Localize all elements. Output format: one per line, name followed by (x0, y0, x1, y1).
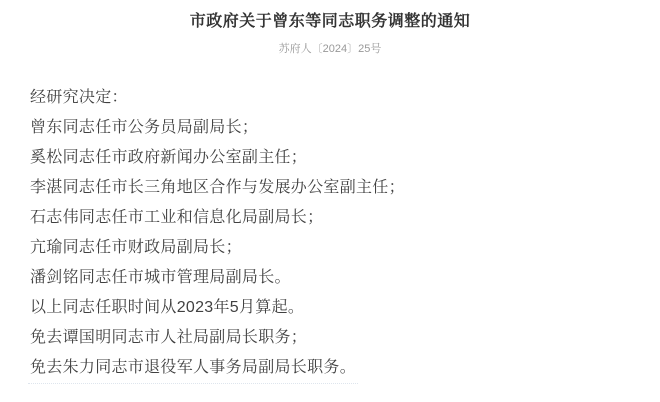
document-body (0, 83, 660, 383)
body-paragraph: 免去朱力同志市退役军人事务局副局长职务。 (30, 359, 357, 376)
body-paragraph: 曾东同志任市公务员局副局长； (30, 119, 259, 136)
body-paragraph: 李湛同志任市长三角地区合作与发展办公室副主任； (30, 179, 405, 196)
body-paragraph: 石志伟同志任市工业和信息化局副局长； (30, 209, 324, 226)
body-paragraph: 潘剑铭同志任市城市管理局副局长。 (30, 269, 291, 286)
body-paragraph: 奚松同志任市政府新闻办公室副主任； (30, 149, 308, 166)
body-paragraph: 免去谭国明同志市人社局副局长职务； (30, 329, 308, 346)
document-title: 市政府关于曾东等同志职务调整的通知 (189, 13, 471, 30)
document-number: 苏府人〔2024〕25号 (278, 43, 382, 55)
clipped-next-line-remnant (28, 383, 358, 384)
body-paragraph: 经研究决定： (30, 89, 128, 106)
body-paragraph: 亢瑜同志任市财政局副局长； (30, 239, 242, 256)
body-paragraph: 以上同志任职时间从2023年5月算起。 (30, 299, 305, 316)
